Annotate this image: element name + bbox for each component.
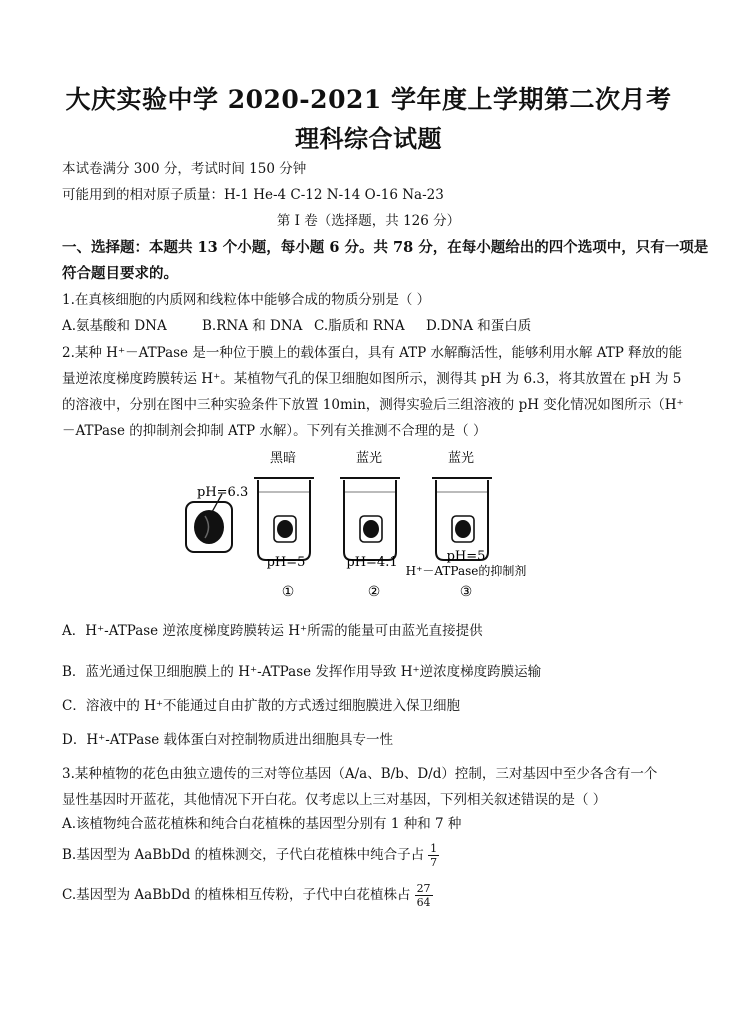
- q2-option-b: B．蓝光通过保卫细胞膜上的 H⁺-ATPase 发挥作用导致 H⁺逆浓度梯度跨膜运输: [62, 664, 542, 680]
- q2-option-d: D．H⁺-ATPase 载体蛋白对控制物质进出细胞具专一性: [62, 732, 394, 748]
- beaker-2-ph: pH=4.1: [346, 555, 398, 570]
- beaker-2-number: ②: [367, 584, 381, 600]
- q3-option-b-text: B.基因型为 AaBbDd 的植株测交，子代白花植株中纯合子占: [62, 847, 425, 863]
- guard-cell-ph-label: pH=6.3: [197, 485, 249, 500]
- q3-option-a: A.该植物纯合蓝花植株和纯合白花植株的基因型分别有 1 种和 7 种: [62, 816, 462, 832]
- fraction-numerator: 27: [416, 882, 431, 895]
- exam-title: 大庆实验中学 2020-2021 学年度上学期第二次月考: [65, 85, 672, 114]
- beaker-1-cell: [277, 520, 293, 538]
- beaker-3-cell: [455, 520, 471, 538]
- q3-option-c-fraction: [415, 882, 433, 909]
- q2-stem-line3: 的溶液中，分别在图中三种实验条件下放置 10min，测得实验后三组溶液的 pH 变化情况如图所示（H⁺: [62, 397, 684, 413]
- q3-option-b-fraction: [428, 842, 439, 869]
- beaker-3-inhibitor: H⁺－ATPase的抑制剂: [405, 564, 527, 578]
- q3-stem-line1: 3.某种植物的花色由独立遗传的三对等位基因（A/a、B/b、D/d）控制，三对基因中至少各含有一个: [62, 766, 658, 782]
- q1-stem: 1.在真核细胞的内质网和线粒体中能够合成的物质分别是（ ）: [62, 292, 431, 308]
- q2-stem-line4: －ATPase 的抑制剂会抑制 ATP 水解）。下列有关推测不合理的是（ ）: [62, 423, 487, 439]
- q3-option-c-text: C.基因型为 AaBbDd 的植株相互传粉，子代中白花植株占: [62, 887, 411, 903]
- exam-info-score: 本试卷满分 300 分，考试时间 150 分钟: [62, 161, 307, 177]
- beaker-3-condition: 蓝光: [447, 451, 475, 466]
- q3-option-c: [62, 880, 682, 910]
- fraction-numerator: 1: [430, 842, 438, 855]
- q2-stem-line1: 2.某种 H⁺－ATPase 是一种位于膜上的载体蛋白，具有 ATP 水解酶活性，能够利用水解 ATP 释放的能: [62, 345, 683, 361]
- beaker-1-number: ①: [281, 584, 295, 600]
- part-heading: 第 I 卷（选择题，共 126 分）: [276, 213, 461, 229]
- q2-option-c: C．溶液中的 H⁺不能通过自由扩散的方式透过细胞膜进入保卫细胞: [62, 698, 461, 714]
- q3-stem-line2: 显性基因时开蓝花，其他情况下开白花。仅考虑以上三对基因，下列相关叙述错误的是（ ）: [62, 792, 607, 808]
- exam-info-atomic-mass: 可能用到的相对原子质量：H-1 He-4 C-12 N-14 O-16 Na-23: [62, 187, 444, 203]
- q1-options: [62, 317, 682, 335]
- beaker-2-condition: 蓝光: [355, 451, 383, 466]
- beaker-1: [254, 450, 314, 600]
- beaker-2-cell: [363, 520, 379, 538]
- exam-subtitle: 理科综合试题: [295, 124, 442, 153]
- fraction-denominator: 64: [416, 896, 431, 909]
- beaker-3-ph: pH=5: [446, 549, 486, 564]
- beaker-3: [406, 450, 527, 600]
- fraction-denominator: 7: [430, 856, 438, 869]
- q1-option-d: D.DNA 和蛋白质: [426, 318, 532, 334]
- section-instructions-line2: 符合题目要求的。: [62, 265, 178, 282]
- q1-option-c: C.脂质和 RNA: [314, 318, 405, 334]
- beaker-3-number: ③: [459, 584, 473, 600]
- q2-option-a: A．H⁺-ATPase 逆浓度梯度跨膜转运 H⁺所需的能量可由蓝光直接提供: [62, 623, 483, 639]
- q1-option-a: A.氨基酸和 DNA: [62, 318, 167, 334]
- beaker-1-condition: 黑暗: [269, 451, 297, 466]
- beaker-1-ph: pH=5: [266, 555, 306, 570]
- q2-stem-line2: 量逆浓度梯度跨膜转运 H⁺。某植物气孔的保卫细胞如图所示，测得其 pH 为 6.3，将其放置在 pH 为 5: [62, 371, 682, 387]
- q1-option-b: B.RNA 和 DNA: [202, 318, 303, 334]
- beaker-2: [340, 450, 400, 600]
- q3-option-b: [62, 840, 682, 870]
- guard-cell-group: [186, 485, 248, 552]
- q2-experiment-figure: [0, 448, 737, 608]
- section-instructions-line1: 一、选择题：本题共 13 个小题，每小题 6 分。共 78 分，在每小题给出的四个选项中，只有一项是: [62, 239, 709, 256]
